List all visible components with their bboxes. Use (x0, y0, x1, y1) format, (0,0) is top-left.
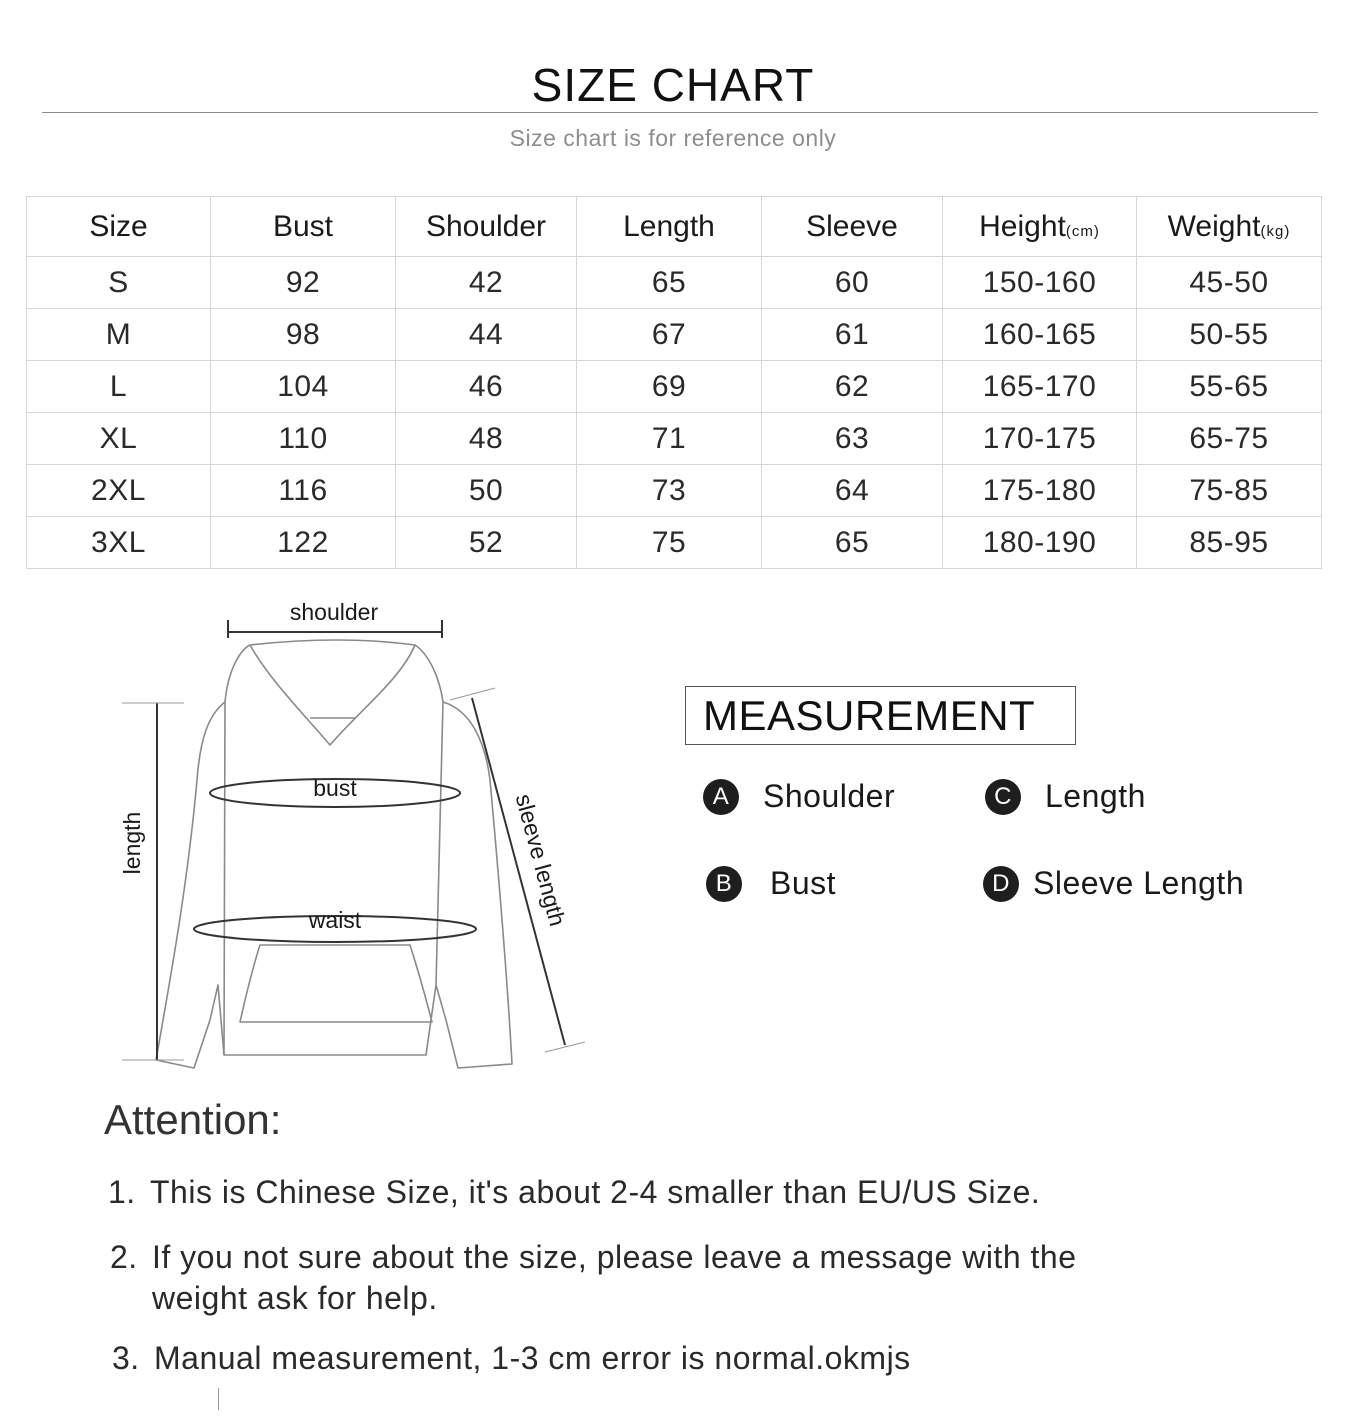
letter-c-icon: C (985, 779, 1021, 815)
table-cell: 65-75 (1137, 413, 1322, 465)
measurement-item-bust (706, 865, 836, 902)
attention-text: This is Chinese Size, it's about 2-4 smaller than EU/US Size. (150, 1174, 1041, 1210)
table-cell: 116 (211, 465, 396, 517)
waist-label: waist (308, 907, 362, 933)
measurement-item-sleeve-length (983, 865, 1244, 902)
table-cell: M (27, 309, 211, 361)
table-cell: 55-65 (1137, 361, 1322, 413)
column-header-bust: Bust (211, 197, 396, 257)
attention-item-1 (108, 1172, 1040, 1213)
table-row (27, 413, 1322, 465)
attention-number: 2. (110, 1239, 138, 1275)
measurement-title: MEASUREMENT (685, 686, 1076, 745)
table-cell: 85-95 (1137, 517, 1322, 569)
table-cell: 64 (762, 465, 943, 517)
measurement-item-shoulder (703, 778, 895, 815)
table-cell: 62 (762, 361, 943, 413)
measurement-item-length (985, 778, 1146, 815)
table-cell: 2XL (27, 465, 211, 517)
page-title: SIZE CHART (531, 59, 815, 111)
hoodie-outline (156, 640, 512, 1068)
table-cell: 52 (396, 517, 577, 569)
table-cell: XL (27, 413, 211, 465)
table-cell: 50-55 (1137, 309, 1322, 361)
table-cell: 180-190 (943, 517, 1137, 569)
column-header-weight (1137, 197, 1322, 257)
table-cell: 65 (762, 517, 943, 569)
height-unit: (cm) (1065, 222, 1100, 240)
table-cell: 170-175 (943, 413, 1137, 465)
column-header-size: Size (27, 197, 211, 257)
divider-tick (218, 1388, 219, 1410)
column-header-length: Length (577, 197, 762, 257)
table-cell: S (27, 257, 211, 309)
size-table (26, 196, 1322, 569)
table-cell: 69 (577, 361, 762, 413)
table-cell: 61 (762, 309, 943, 361)
hoodie-diagram (100, 590, 600, 1080)
sleeve-length-label: sleeve length (510, 791, 571, 929)
bust-label: bust (313, 775, 357, 801)
table-cell: L (27, 361, 211, 413)
table-cell: 165-170 (943, 361, 1137, 413)
letter-d-icon: D (983, 866, 1019, 902)
table-row (27, 517, 1322, 569)
table-cell: 42 (396, 257, 577, 309)
attention-item-3 (112, 1338, 911, 1379)
table-cell: 46 (396, 361, 577, 413)
table-cell: 175-180 (943, 465, 1137, 517)
table-cell: 44 (396, 309, 577, 361)
table-cell: 71 (577, 413, 762, 465)
attention-text: If you not sure about the size, please leave a message with the (152, 1239, 1077, 1275)
table-row (27, 361, 1322, 413)
measurement-item-label: Sleeve Length (1033, 865, 1245, 901)
table-row (27, 257, 1322, 309)
table-cell: 160-165 (943, 309, 1137, 361)
table-cell: 3XL (27, 517, 211, 569)
measurement-item-label: Bust (770, 865, 837, 901)
attention-title: Attention: (104, 1096, 282, 1143)
table-row (27, 309, 1322, 361)
attention-number: 1. (108, 1174, 136, 1210)
page-subtitle: Size chart is for reference only (509, 125, 837, 151)
column-header-height (943, 197, 1137, 257)
attention-item-2 (110, 1237, 1076, 1319)
height-header-label: Height (979, 209, 1066, 243)
attention-number: 3. (112, 1340, 140, 1376)
measurement-item-label: Length (1045, 778, 1146, 814)
column-header-shoulder: Shoulder (396, 197, 577, 257)
table-cell: 45-50 (1137, 257, 1322, 309)
table-row (27, 465, 1322, 517)
table-cell: 110 (211, 413, 396, 465)
table-cell: 150-160 (943, 257, 1137, 309)
table-cell: 63 (762, 413, 943, 465)
table-cell: 75-85 (1137, 465, 1322, 517)
table-cell: 50 (396, 465, 577, 517)
letter-b-icon: B (706, 866, 742, 902)
table-cell: 60 (762, 257, 943, 309)
table-cell: 104 (211, 361, 396, 413)
letter-a-icon: A (703, 779, 739, 815)
measurement-item-label: Shoulder (763, 778, 896, 814)
column-header-sleeve: Sleeve (762, 197, 943, 257)
length-label: length (119, 811, 145, 875)
table-cell: 75 (577, 517, 762, 569)
table-header-row (27, 197, 1322, 257)
attention-text: Manual measurement, 1-3 cm error is normal.okmjs (154, 1340, 911, 1376)
table-cell: 73 (577, 465, 762, 517)
weight-header-label: Weight (1167, 209, 1261, 243)
attention-text-continued: weight ask for help. (152, 1280, 438, 1316)
table-cell: 122 (211, 517, 396, 569)
table-cell: 65 (577, 257, 762, 309)
table-cell: 98 (211, 309, 396, 361)
table-cell: 92 (211, 257, 396, 309)
shoulder-label: shoulder (289, 599, 379, 625)
table-cell: 67 (577, 309, 762, 361)
weight-unit: (kg) (1260, 222, 1291, 240)
table-cell: 48 (396, 413, 577, 465)
title-divider (42, 112, 1318, 113)
